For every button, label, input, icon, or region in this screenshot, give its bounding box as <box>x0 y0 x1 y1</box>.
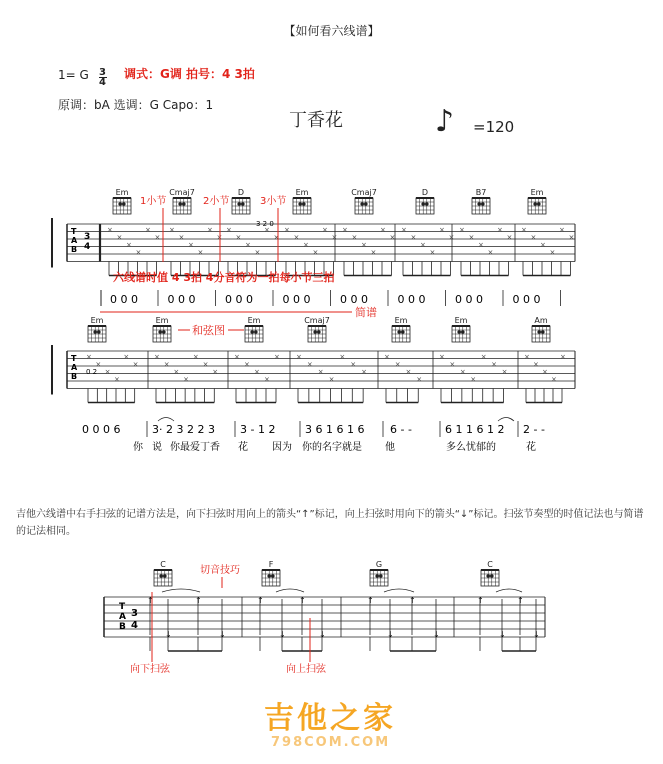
chord-em-dot <box>457 330 461 334</box>
strum-up-arrow: ↓ <box>219 630 226 639</box>
sys1-time-top: 3 <box>84 232 91 242</box>
lyric-word: 你 <box>133 442 143 453</box>
note-x-mark: × <box>501 368 508 376</box>
note-x-mark: × <box>235 233 242 242</box>
chord-em-dot <box>118 202 122 206</box>
tab-letter: A <box>71 236 78 245</box>
jianpu-measure: 0 0 0 6 <box>82 423 121 436</box>
chord-em-dot <box>250 330 254 334</box>
note-x-mark: × <box>178 233 185 242</box>
chord-em-dot <box>537 202 541 206</box>
note-x-mark: × <box>163 360 170 369</box>
jianpu-measure: 6 - - <box>390 423 412 436</box>
measure-3-label: 3小节 <box>260 196 287 207</box>
note-x-mark: × <box>350 360 357 369</box>
note-x-mark: × <box>154 353 160 361</box>
note-x-mark: × <box>183 375 190 384</box>
chord-em-label: Em <box>90 316 104 325</box>
note-x-mark: × <box>293 233 300 242</box>
lyric-word: 因为 <box>272 442 292 453</box>
note-x-mark: × <box>273 233 280 242</box>
chord-cmaj7-dot <box>313 330 317 334</box>
capo-info: 原调：bA 选调：G Capo：1 <box>58 98 214 112</box>
note-x-mark: × <box>169 226 175 234</box>
note-x-mark: × <box>132 360 139 369</box>
note-x-mark: × <box>361 368 368 376</box>
lyric-word: 说 <box>152 442 162 453</box>
chord-em-dot <box>254 330 258 334</box>
note-x-mark: × <box>459 226 465 234</box>
chord-em-dot <box>401 330 405 334</box>
jianpu-measure: 0 0 0 <box>167 293 196 306</box>
chord-c-dot <box>486 574 490 578</box>
system-2 <box>52 316 575 453</box>
chord-f-dot <box>267 574 271 578</box>
chord-d-dot <box>237 202 241 206</box>
strum-up-arrow: ↓ <box>165 630 172 639</box>
note-x-mark: × <box>416 375 423 384</box>
chord-am-label: Am <box>534 316 548 325</box>
jianpu-measure: 3· 2 3 2 2 3 <box>152 423 215 436</box>
note-x-mark: × <box>394 360 401 369</box>
note-x-mark: × <box>533 360 539 369</box>
note-x-mark: × <box>487 248 494 257</box>
note-x-mark: × <box>126 241 132 249</box>
note-x-mark: × <box>559 226 565 234</box>
note-x-mark: × <box>245 241 251 249</box>
note-x-mark: × <box>328 375 335 384</box>
strum-down-arrow: ↑ <box>299 596 306 605</box>
chord-am-dot <box>541 330 545 334</box>
sys1-time-bottom: 4 <box>84 242 91 252</box>
slur-mark <box>158 418 174 422</box>
explanation-paragraph: 吉他六线谱中右手扫弦的记谱方法是，向下扫弦时用向上的箭头“↑”标记，向上扫弦时用向下的箭头“↓”标记。扫弦节奏型的时值记法也与简谱的记法相同。 <box>16 509 644 537</box>
note-x-mark: × <box>95 360 102 369</box>
chord-cmaj7-dot <box>360 202 364 206</box>
jianpu-measure: 0 0 0 <box>512 293 541 306</box>
note-x-mark: × <box>549 248 556 257</box>
jianpu-measure: 0 0 0 <box>340 293 368 306</box>
note-x-mark: × <box>342 226 348 234</box>
chord-em-dot <box>397 330 401 334</box>
note-x-mark: × <box>312 248 319 257</box>
tie-mark <box>162 589 200 592</box>
chord-am-dot <box>537 330 541 334</box>
chord-d-label: D <box>421 188 429 197</box>
measure-2-label: 2小节 <box>203 196 230 207</box>
note-x-mark: × <box>254 368 260 376</box>
chord-d-dot <box>241 202 245 206</box>
chord-g-dot <box>379 574 383 578</box>
tab-letter: A <box>119 612 126 622</box>
measure-1-label: 1小节 <box>140 196 167 207</box>
strum-up-arrow: ↓ <box>499 630 506 639</box>
note-x-mark: × <box>384 353 390 361</box>
tie-mark <box>496 589 522 592</box>
note-x-mark: × <box>439 226 445 234</box>
note-x-mark: × <box>331 233 338 242</box>
lyric-word: 你的名字就是 <box>302 442 362 453</box>
chord-cmaj7-label: Cmaj7 <box>351 188 377 197</box>
note-x-mark: × <box>470 375 477 384</box>
jianpu-label: 简谱 <box>355 306 377 319</box>
strum-up-label: 向上扫弦 <box>286 664 326 675</box>
note-x-mark: × <box>154 233 161 242</box>
page-header: 【如何看六线谱】 <box>283 24 380 38</box>
note-x-mark: × <box>439 353 445 361</box>
chord-em-dot <box>461 330 465 334</box>
note-x-mark: × <box>540 241 546 249</box>
lyric-word: 花 <box>526 442 536 453</box>
note-x-mark: × <box>370 248 377 257</box>
note-x-mark: × <box>530 233 537 242</box>
jianpu-measure: 0 0 0 <box>397 293 426 306</box>
note-x-mark: × <box>551 375 557 384</box>
note-x-mark: × <box>568 233 575 242</box>
note-x-mark: × <box>389 233 396 242</box>
note-x-mark: × <box>560 353 566 361</box>
note-x-mark: × <box>107 226 113 234</box>
note-x-mark: × <box>216 233 223 242</box>
chord-f-dot <box>271 574 275 578</box>
tab-time-note: 六线谱时值 4 3拍 4分音符为一拍每小节三拍 <box>113 271 335 284</box>
jianpu-measure: 6 1 1 6 1 2 <box>445 423 505 436</box>
eighth-note-icon: ♪ <box>435 104 455 139</box>
note-x-mark: × <box>420 241 426 249</box>
chord-em-dot <box>533 202 537 206</box>
chord-em-label: Em <box>115 188 129 197</box>
chord-em-label: Em <box>530 188 544 197</box>
note-x-mark: × <box>303 241 309 249</box>
strum-down-label: 向下扫弦 <box>130 664 170 675</box>
strum-up-arrow: ↓ <box>433 630 440 639</box>
note-x-mark: × <box>380 226 386 234</box>
strum-down-arrow: ↑ <box>409 596 416 605</box>
note-x-mark: × <box>542 368 548 376</box>
chord-cmaj7-label: Cmaj7 <box>304 316 330 325</box>
chord-em-dot <box>302 202 306 206</box>
strum-up-arrow: ↓ <box>279 630 286 639</box>
chord-em-dot <box>122 202 126 206</box>
tie-mark <box>276 589 304 592</box>
jianpu-measure: 3 - 1 2 <box>240 423 276 436</box>
watermark-url: 798COM.COM <box>271 735 391 750</box>
note-x-mark: × <box>264 375 270 384</box>
strum-up-arrow: ↓ <box>387 630 394 639</box>
note-x-mark: × <box>104 368 111 376</box>
chord-diagram-label: 和弦图 <box>192 324 225 337</box>
system-3 <box>104 560 545 651</box>
note-x-mark: × <box>480 353 487 361</box>
note-x-mark: × <box>274 353 280 361</box>
jianpu-measure: 3 6 1 6 1 6 <box>305 423 365 436</box>
note-x-mark: × <box>478 241 484 249</box>
note-x-mark: × <box>202 360 209 369</box>
chord-d-label: D <box>237 188 245 197</box>
tab-letter: B <box>71 372 78 381</box>
note-x-mark: × <box>449 360 456 369</box>
sys3-time-bottom: 4 <box>131 620 138 631</box>
chord-cmaj7-dot <box>178 202 182 206</box>
time-top: 3 <box>99 67 106 78</box>
strum-down-arrow: ↑ <box>195 596 202 605</box>
note-x-mark: × <box>296 353 302 361</box>
chord-f-label: F <box>268 560 274 569</box>
lyric-word: 多么忧郁的 <box>446 442 496 453</box>
chord-c-label: C <box>487 560 493 569</box>
note-x-mark: × <box>284 226 290 234</box>
note-x-mark: × <box>405 368 412 376</box>
chord-em-dot <box>298 202 302 206</box>
note-x-mark: × <box>234 353 240 361</box>
note-x-mark: × <box>197 248 204 257</box>
note-x-mark: × <box>448 233 455 242</box>
chord-d-dot <box>421 202 425 206</box>
strum-down-arrow: ↑ <box>367 596 374 605</box>
note-x-mark: × <box>86 353 92 361</box>
sys2-fret-numbers: 0 2 <box>86 368 98 376</box>
note-x-mark: × <box>207 226 213 234</box>
note-x-mark: × <box>306 360 313 369</box>
note-x-mark: × <box>322 226 328 234</box>
strum-up-arrow: ↓ <box>319 630 326 639</box>
sys1-fret-numbers: 3 2 0 <box>256 220 274 228</box>
note-x-mark: × <box>361 241 367 249</box>
sys3-time-top: 3 <box>131 608 138 619</box>
note-x-mark: × <box>497 226 503 234</box>
note-x-mark: × <box>468 233 475 242</box>
tab-letter: B <box>119 622 126 632</box>
note-x-mark: × <box>135 248 142 257</box>
key-prefix: 1= G <box>58 68 89 82</box>
tab-letter: T <box>71 354 77 363</box>
jianpu-measure: 2 - - <box>523 423 545 436</box>
chord-b7-label: B7 <box>475 188 487 197</box>
note-x-mark: × <box>521 226 527 234</box>
chord-em-label: Em <box>295 188 309 197</box>
note-x-mark: × <box>524 353 530 361</box>
chord-cmaj7-label: Cmaj7 <box>169 188 195 197</box>
strum-down-arrow: ↑ <box>257 596 264 605</box>
tab-letter: A <box>71 363 78 372</box>
lyric-word: 他 <box>385 442 395 453</box>
chord-b7-dot <box>477 202 481 206</box>
tempo-value: =120 <box>473 118 515 136</box>
note-x-mark: × <box>244 360 250 369</box>
chord-cmaj7-dot <box>182 202 186 206</box>
note-x-mark: × <box>317 368 324 376</box>
jianpu-measure: 0 0 0 <box>110 293 138 306</box>
note-x-mark: × <box>401 226 407 234</box>
note-x-mark: × <box>192 353 199 361</box>
strum-down-arrow: ↑ <box>517 596 524 605</box>
chord-b7-dot <box>481 202 485 206</box>
key-setting: 调式：G调 拍号：4 3拍 <box>124 67 255 81</box>
lyric-word: 花 <box>238 442 248 453</box>
note-x-mark: × <box>114 375 120 384</box>
chord-c-dot <box>163 574 167 578</box>
note-x-mark: × <box>173 368 180 376</box>
song-title: 丁香花 <box>289 110 343 131</box>
chord-em-label: Em <box>155 316 169 325</box>
chord-c-dot <box>159 574 163 578</box>
note-x-mark: × <box>254 248 261 257</box>
chord-em-dot <box>162 330 166 334</box>
chord-em-label: Em <box>247 316 261 325</box>
note-x-mark: × <box>506 233 513 242</box>
tab-letter: B <box>71 245 78 254</box>
chord-em-label: Em <box>454 316 468 325</box>
chord-em-dot <box>97 330 101 334</box>
chord-cmaj7-dot <box>364 202 368 206</box>
chord-c-label: C <box>160 560 166 569</box>
note-x-mark: × <box>351 233 358 242</box>
chord-g-label: G <box>375 560 383 569</box>
note-x-mark: × <box>188 241 194 249</box>
note-x-mark: × <box>226 226 232 234</box>
strum-down-arrow: ↑ <box>147 596 154 605</box>
note-x-mark: × <box>459 368 466 376</box>
note-x-mark: × <box>116 233 123 242</box>
note-x-mark: × <box>145 226 151 234</box>
note-x-mark: × <box>429 248 436 257</box>
chord-d-dot <box>425 202 429 206</box>
note-x-mark: × <box>212 368 219 376</box>
slur-mark <box>498 418 514 422</box>
note-x-mark: × <box>264 226 270 234</box>
chord-cmaj7-dot <box>317 330 321 334</box>
chord-em-label: Em <box>394 316 408 325</box>
tie-mark <box>384 589 414 592</box>
note-x-mark: × <box>123 353 130 361</box>
note-x-mark: × <box>491 360 498 369</box>
chord-em-dot <box>93 330 97 334</box>
strum-up-arrow: ↓ <box>533 630 540 639</box>
jianpu-measure: 0 0 0 <box>455 293 483 306</box>
muting-label: 切音技巧 <box>200 565 240 576</box>
strum-down-arrow: ↑ <box>477 596 484 605</box>
tab-letter: T <box>71 227 77 236</box>
jianpu-measure: 0 0 0 <box>225 293 253 306</box>
watermark-brand: 吉他之家 <box>264 701 396 736</box>
jianpu-measure: 0 0 0 <box>282 293 311 306</box>
system-1 <box>52 188 575 306</box>
chord-em-dot <box>158 330 162 334</box>
tab-letter: T <box>119 602 126 612</box>
chord-g-dot <box>375 574 379 578</box>
note-x-mark: × <box>339 353 346 361</box>
lyric-word: 你最爱丁香 <box>170 442 220 453</box>
note-x-mark: × <box>410 233 417 242</box>
chord-c-dot <box>490 574 494 578</box>
time-bottom: 4 <box>99 77 106 88</box>
